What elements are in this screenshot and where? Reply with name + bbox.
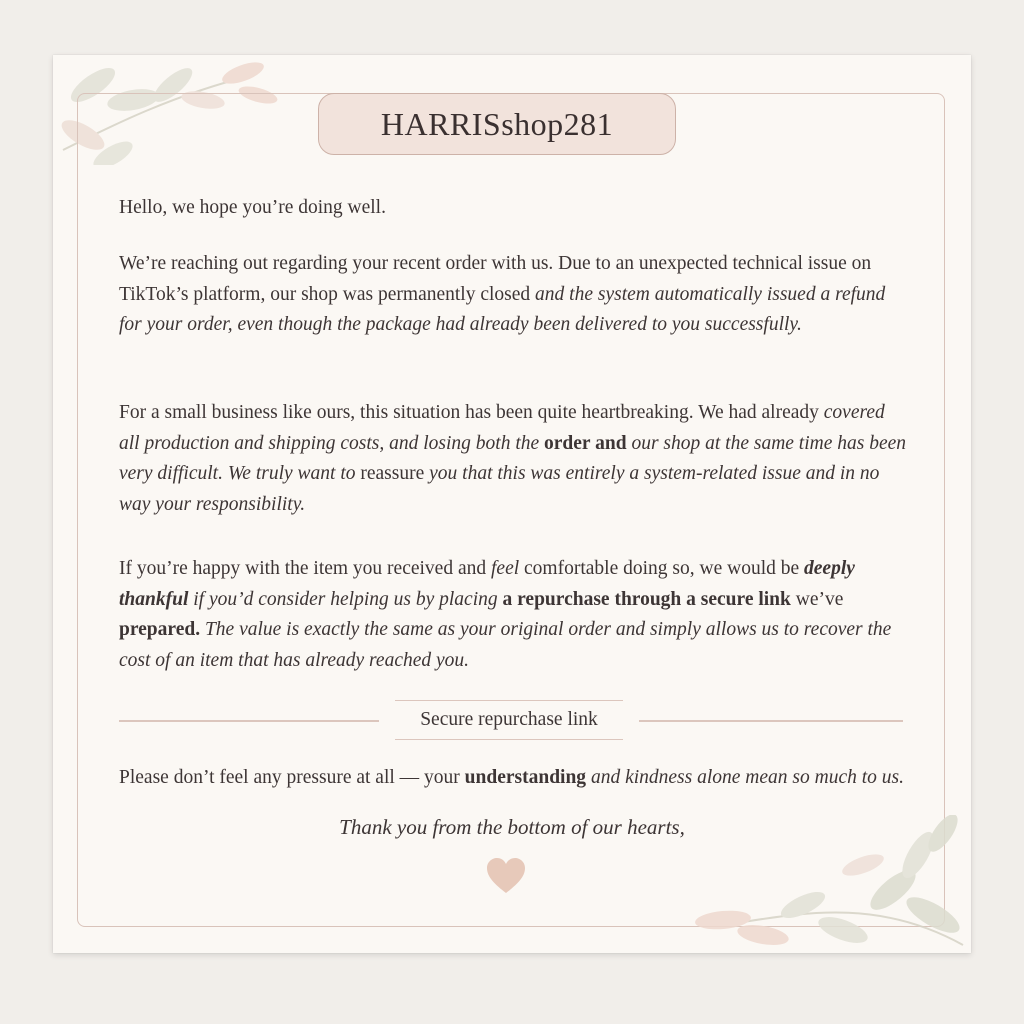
paragraph-order-issue-b: and the system automatically issued a refund for your order, even though the package had already been delivered to you successfully. [119, 283, 886, 335]
paragraph-order-issue-a: We’re reaching out regarding your recent order with us. Due to an unexpected technical issue on TikTok’s platform, our shop was permanently closed [119, 253, 872, 305]
leaf-branch-icon [693, 815, 971, 953]
paragraph-small-business-b: covered all production and shipping costs, and losing both the [119, 402, 885, 454]
paragraph-no-pressure [119, 763, 939, 794]
paragraph-repurchase-f: a repurchase through a secure link [502, 588, 791, 610]
paragraph-small-business-f: you that this was entirely a system-related issue and in no way your responsibility. [119, 463, 880, 515]
paragraph-order-issue [119, 249, 909, 341]
paragraph-small-business-d: our shop at the same time has been very difficult. We truly want to [119, 432, 907, 484]
paragraph-small-business-e: reassure [360, 463, 425, 484]
divider-right [639, 720, 903, 722]
heart-icon [485, 856, 527, 896]
paragraph-no-pressure-c: and kindness alone mean so much to us. [586, 767, 904, 788]
paragraph-repurchase-b: feel [491, 558, 520, 579]
signoff: Thank you from the bottom of our hearts, [339, 815, 685, 839]
repurchase-link-row [119, 700, 903, 740]
paragraph-repurchase-d: deeply thankful [119, 558, 855, 610]
shop-name-badge [318, 93, 676, 155]
paragraph-repurchase-g: we’ve [790, 588, 844, 610]
paragraph-repurchase-request [119, 554, 909, 676]
paragraph-small-business [119, 398, 909, 520]
paragraph-repurchase-a: If you’re happy with the item you received and [119, 558, 491, 579]
paragraph-small-business-a: For a small business like ours, this situation has been quite heartbreaking. We had already [119, 402, 824, 423]
paragraph-repurchase-e: if you’d consider helping us by placing [188, 588, 503, 610]
divider-left [119, 720, 379, 722]
paragraph-repurchase-h: prepared. [119, 619, 201, 640]
secure-repurchase-link[interactable]: Secure repurchase link [395, 700, 623, 740]
paragraph-no-pressure-b: understanding [464, 767, 587, 788]
letter-card [53, 55, 971, 953]
shop-name: HARRISshop281 [380, 105, 614, 142]
paragraph-repurchase-c: comfortable doing so, we would be [519, 558, 805, 579]
paragraph-repurchase-i: The value is exactly the same as your original order and simply allows us to recover the cost of an item that has already reached you. [119, 619, 892, 671]
leaf-branch-icon [53, 55, 303, 165]
greeting: Hello, we hope you’re doing well. [119, 197, 386, 218]
paragraph-no-pressure-a: Please don’t feel any pressure at all — your [119, 767, 465, 788]
paragraph-small-business-c: order and [544, 432, 627, 454]
